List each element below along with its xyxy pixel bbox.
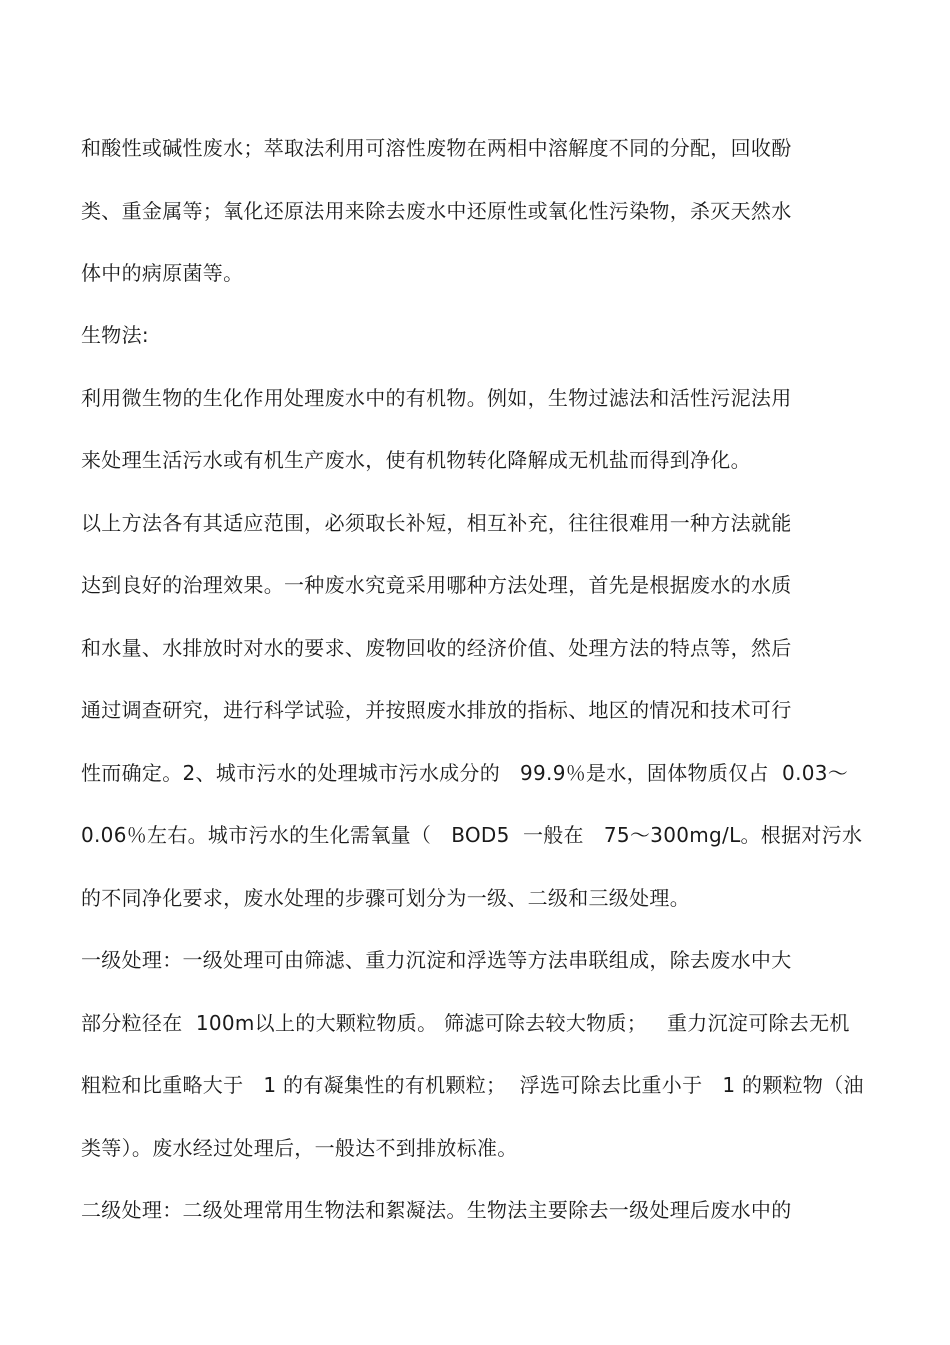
text-line: 利用微生物的生化作用处理废水中的有机物。例如，生物过滤法和活性污泥法用 [81,386,792,410]
text-line: 的不同净化要求，废水处理的步骤可划分为一级、二级和三级处理。 [81,886,690,910]
text-line: 类、重金属等；氧化还原法用来除去废水中还原性或氧化性污染物，杀灭天然水 [81,199,792,223]
text-line: 性而确定。2、城市污水的处理城市污水成分的 99.9％是水，固体物质仅占 0.03～ [81,761,849,785]
text-line: 和酸性或碱性废水；萃取法利用可溶性废物在两相中溶解度不同的分配，回收酚 [81,136,792,160]
text-line: 0.06％左右。城市污水的生化需氧量（ BOD5 一般在 75～300mg/L。根据对污水 [81,823,863,847]
text-line: 和水量、水排放时对水的要求、废物回收的经济价值、处理方法的特点等，然后 [81,636,792,660]
text-line: 达到良好的治理效果。一种废水究竟采用哪种方法处理，首先是根据废水的水质 [81,573,792,597]
text-line: 来处理生活污水或有机生产废水，使有机物转化降解成无机盐而得到净化。 [81,448,751,472]
text-line: 一级处理：一级处理可由筛滤、重力沉淀和浮选等方法串联组成，除去废水中大 [81,948,792,972]
text-line: 粗粒和比重略大于 1 的有凝集性的有机颗粒； 浮选可除去比重小于 1 的颗粒物（油 [81,1073,864,1097]
text-line: 体中的病原菌等。 [81,261,244,285]
text-line: 以上方法各有其适应范围，必须取长补短，相互补充，往往很难用一种方法就能 [81,511,792,535]
text-line: 二级处理：二级处理常用生物法和絮凝法。生物法主要除去一级处理后废水中的 [81,1198,792,1222]
text-line: 通过调查研究，进行科学试验，并按照废水排放的指标、地区的情况和技术可行 [81,698,792,722]
text-line: 类等）。废水经过处理后，一般达不到排放标准。 [81,1136,518,1160]
section-heading: 生物法: [81,323,149,347]
text-line: 部分粒径在 100m以上的大颗粒物质。 筛滤可除去较大物质； 重力沉淀可除去无机 [81,1011,850,1035]
